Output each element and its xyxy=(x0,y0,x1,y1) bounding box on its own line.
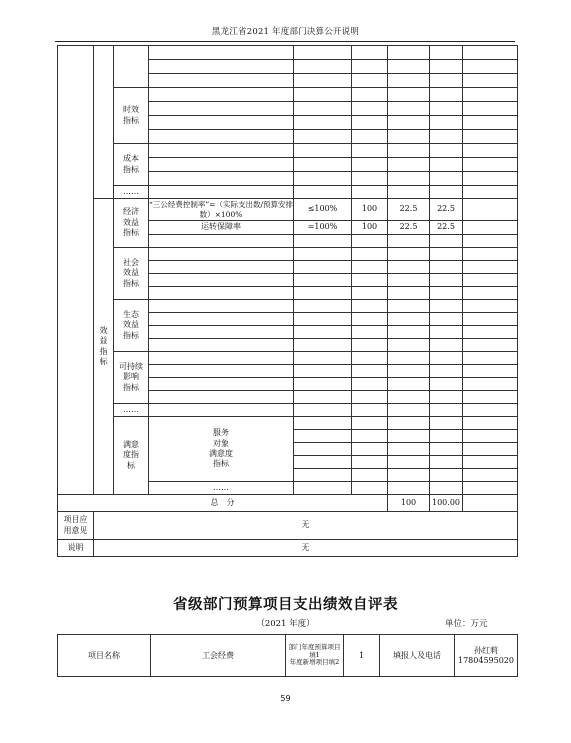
yunzhuan-score: 22.5 xyxy=(430,221,463,235)
project-name-label: 项目名称 xyxy=(58,635,151,677)
unit-label: 单位：万元 xyxy=(445,619,488,629)
sangong-weight: 100 xyxy=(352,199,388,221)
sangong-actual: 22.5 xyxy=(388,199,430,221)
total-label: 总 分 xyxy=(58,495,388,512)
contact-phone: 17804595020 xyxy=(458,655,514,665)
sangong-target: ≤100% xyxy=(294,199,352,221)
budget-type-value: 1 xyxy=(344,635,380,677)
total-score: 100.00 xyxy=(430,495,463,512)
outer-blank-cell xyxy=(58,46,94,495)
header-rule xyxy=(55,41,515,42)
budget-type-label: 部门年度预算项目填1 年度新增项目填2 xyxy=(286,635,344,677)
note-label: 说明 xyxy=(58,540,94,557)
ecological-indicator-label: 生态 效益 指标 xyxy=(114,300,149,352)
section-year: （2021 年度） xyxy=(256,619,315,629)
indicator-table xyxy=(57,45,518,557)
yunzhuan-target: =100% xyxy=(294,221,352,235)
contact-cell xyxy=(455,635,518,677)
total-weight: 100 xyxy=(388,495,430,512)
benefit-ellipsis: …… xyxy=(114,404,149,417)
page-number: 59 xyxy=(280,694,291,703)
satisfaction-indicator-label: 满意 度指 标 xyxy=(114,417,149,495)
economic-indicator-label: 经济 效益 指标 xyxy=(114,199,149,248)
yunzhuan-actual: 22.5 xyxy=(388,221,430,235)
note-value: 无 xyxy=(94,540,518,557)
benefit-indicator-label: 效 益 指 标 xyxy=(94,199,114,495)
time-indicator-label: 时效 指标 xyxy=(114,88,149,144)
opinion-value: 无 xyxy=(94,512,518,540)
sustainable-indicator-label: 可持续 影响 指标 xyxy=(114,352,149,404)
blank-group-cell xyxy=(114,46,149,88)
cost-ellipsis: …… xyxy=(114,186,149,199)
satisfaction-ellipsis: …… xyxy=(149,482,294,495)
output-blank-cell xyxy=(94,46,114,199)
project-info-table xyxy=(57,634,518,677)
contact-name: 孙红莉 xyxy=(474,645,498,655)
section-title: 省级部门预算项目支出绩效自评表 xyxy=(173,597,398,613)
contact-label: 填报人及电话 xyxy=(380,635,455,677)
social-indicator-label: 社会 效益 指标 xyxy=(114,248,149,300)
cost-indicator-label: 成本 指标 xyxy=(114,144,149,186)
page-header: 黑龙江省2021 年度部门决算公开说明 xyxy=(211,27,360,37)
opinion-label: 项目应 用意见 xyxy=(58,512,94,540)
sangong-score: 22.5 xyxy=(430,199,463,221)
yunzhuan-name: 运转保障率 xyxy=(149,221,294,235)
service-satisfaction-label: 服务 对象 满意度 指标 xyxy=(149,417,294,482)
project-name-value: 工会经费 xyxy=(151,635,286,677)
yunzhuan-weight: 100 xyxy=(352,221,388,235)
sangong-name: “三公经费控制率”=（实际支出数/预算安排数）×100% xyxy=(149,199,293,219)
